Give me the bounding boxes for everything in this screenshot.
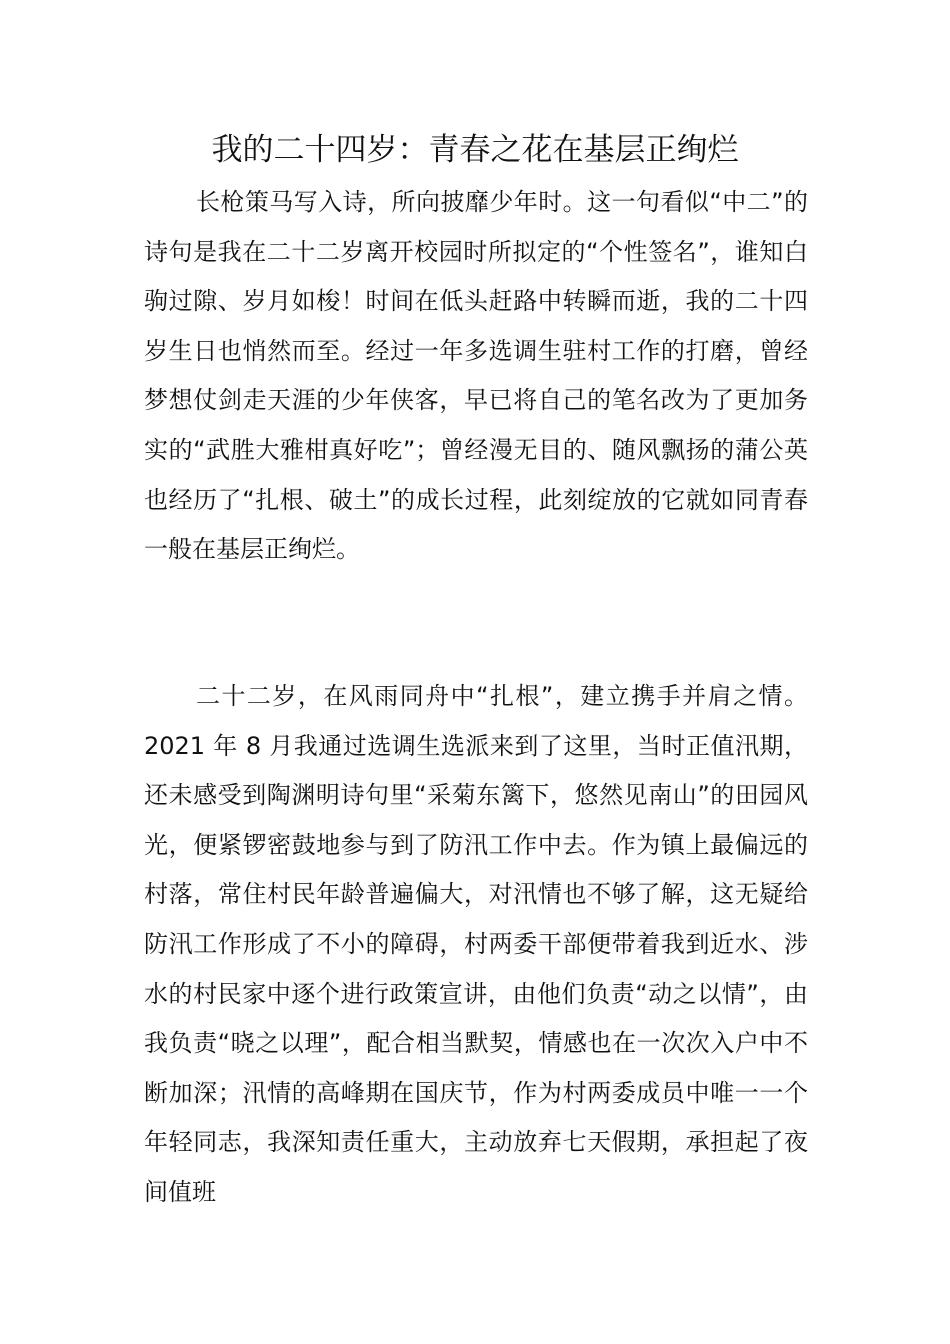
document-title: 我的二十四岁：青春之花在基层正绚烂 bbox=[211, 132, 739, 168]
paragraph-1: 长枪策马写入诗，所向披靡少年时。这一句看似“中二”的诗句是我在二十二岁离开校园时所拟定的“个性签名”，谁知白驹过隙、岁月如梭！时间在低头赶路中转瞬而逝，我的二十四岁生日也悄然而至。经过一年多选调生驻村工作的打磨，曾经梦想仗剑走天涯的少年侠客，早已将自己的笔名改为了更加务实的“武胜大雅柑真好吃”；曾经漫无目的、随风飘扬的蒲公英也经历了“扎根、破土”的成长过程，此刻绽放的它就如同青春一般在基层正绚烂。 bbox=[144, 188, 808, 564]
paragraph-2: 二十二岁，在风雨同舟中“扎根”，建立携手并肩之情。2021 年 8 月我通过选调生选派来到了这里，当时正值汛期，还未感受到陶渊明诗句里“采菊东篱下，悠然见南山”的田园风光，便紧锣密鼓地参与到了防汛工作中去。作为镇上最偏远的村落，常住村民年龄普遍偏大，对汛情也不够了解，这无疑给防汛工作形成了不小的障碍，村两委干部便带着我到近水、涉水的村民家中逐个进行政策宣讲，由他们负责“动之以情”，由我负责“晓之以理”，配合相当默契，情感也在一次次入户中不断加深；汛情的高峰期在国庆节，作为村两委成员中唯一一个年轻同志，我深知责任重大，主动放弃七天假期，承担起了夜间值班 bbox=[144, 682, 808, 1206]
